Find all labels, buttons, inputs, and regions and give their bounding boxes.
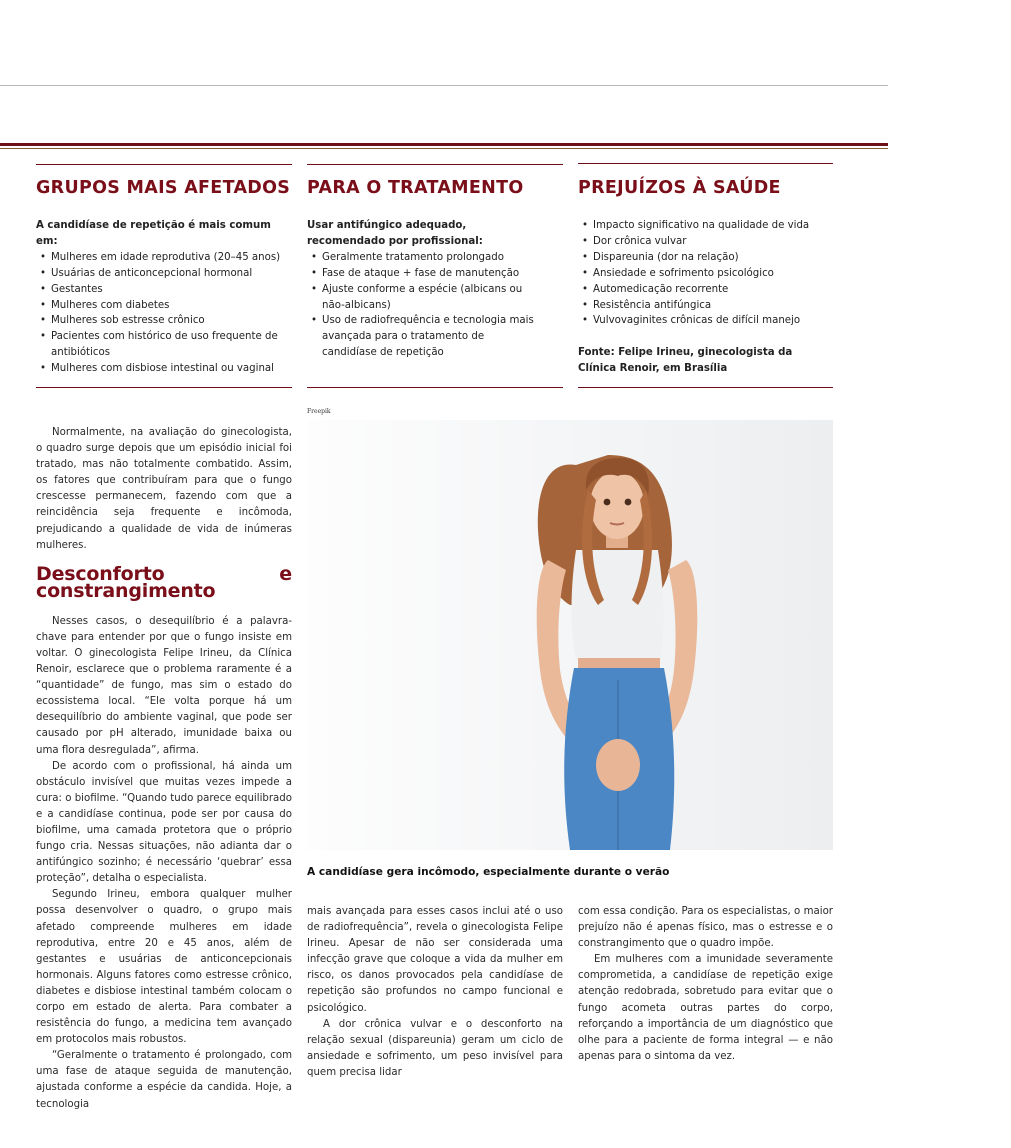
box2-top-rule <box>307 164 563 165</box>
section-thin-rule <box>0 148 888 149</box>
list-item: • Pacientes com histórico de uso frequente de antibióticos <box>36 329 292 361</box>
article-paragraph: A dor crônica vulvar e o desconforto na relação sexual (dispareunia) geram um ciclo de ansiedade e sofrimento, um peso invisível para quem precisa lidar <box>307 1018 563 1078</box>
box3-bottom-rule <box>578 387 833 388</box>
photo-credit: Freepik <box>307 408 331 415</box>
list-item: • Dispareunia (dor na relação) <box>578 250 833 266</box>
article-paragraph: Segundo Irineu, embora qualquer mulher possa desenvolver o quadro, o grupo mais afetado compreende mulheres em idade reprodutiva, entre 20 e 45 anos, além de gestantes e usuárias de anticoncepcionais hormonais. Alguns fatores como estresse crônico, diabetes e disbiose intestinal também colocam o corpo em estado de alerta. Para combater a resistência do fungo, a medicina tem avançado em protocolos mais robustos. <box>36 889 292 1046</box>
article-paragraph: “Geralmente o tratamento é prolongado, com uma fase de ataque seguida de manutenção, ajustada conforme a espécie da candida. Hoje, a tecnologia <box>36 1050 292 1110</box>
article-column-2 <box>307 904 563 1081</box>
article-paragraph: Normalmente, na avaliação do ginecologista, o quadro surge depois que um episódio inicial foi tratado, mas não totalmente combatido. Assim, os fatores que contribuíram para que o fungo crescesse permanecem, fazendo com que a reincidência seja frequente e incômoda, prejudicando a qualidade de vida de inúmeras mulheres. <box>36 427 292 551</box>
list-item: • Resistência antifúngica <box>578 298 833 314</box>
list-item: • Mulheres com diabetes <box>36 298 292 314</box>
bullet-list <box>36 250 292 377</box>
list-item: • Impacto significativo na qualidade de vida <box>578 218 833 234</box>
list-item: • Ajuste conforme a espécie (albicans ou não-albicans) <box>307 282 539 314</box>
box3-top-rule <box>578 163 833 164</box>
box-title-tratamento: PARA O TRATAMENTO <box>307 178 524 198</box>
bullet-list <box>307 250 539 361</box>
box1-top-rule <box>36 164 292 165</box>
list-item: • Mulheres sob estresse crônico <box>36 313 292 329</box>
box-title-grupos: GRUPOS MAIS AFETADOS <box>36 178 291 198</box>
article-paragraph: De acordo com o profissional, há ainda um obstáculo invisível que muitas vezes impede a cura: o biofilme. “Quando tudo parece equilibrado e a candidíase continua, pode ser por causa do biofilme, uma camada protetora que o próprio fungo cria. Nessas situações, não adianta dar o antifúngico sozinho; é necessário ‘quebrar’ essa proteção”, detalha o especialista. <box>36 760 292 885</box>
box-title-prejuizos: PREJUÍZOS À SAÚDE <box>578 178 781 198</box>
list-item: • Gestantes <box>36 282 292 298</box>
list-item: • Ansiedade e sofrimento psicológico <box>578 266 833 282</box>
article-paragraph: mais avançada para esses casos inclui até o uso de radiofrequência”, revela o ginecologista Felipe Irineu. Apesar de não ser considerada uma infecção grave que coloque a vida da mulher em risco, os danos provocados pela candidíase de repetição são profundos no campo funcional e psicológico. <box>307 906 563 1014</box>
box1-bottom-rule <box>36 387 292 388</box>
photo-caption: A candidíase gera incômodo, especialmente durante o verão <box>307 866 670 878</box>
article-subhead: Desconforto e constrangimento <box>36 562 292 602</box>
list-item: • Fase de ataque + fase de manutenção <box>307 266 539 282</box>
list-item: • Dor crônica vulvar <box>578 234 833 250</box>
box2-bottom-rule <box>307 387 563 388</box>
article-column-3 <box>578 904 833 1065</box>
box-prejuizos <box>578 218 833 377</box>
list-item: • Usuárias de anticoncepcional hormonal <box>36 266 292 282</box>
top-divider <box>0 85 888 86</box>
bullet-list <box>578 218 833 329</box>
list-item: • Uso de radiofrequência e tecnologia mais avançada para o tratamento de candidíase de repetição <box>307 313 539 361</box>
article-paragraph: Nesses casos, o desequilíbrio é a palavra-chave para entender por que o fungo insiste em voltar. O ginecologista Felipe Irineu, da Clínica Renoir, esclarece que o problema raramente é a “quantidade” de fungo, mas sim o estado do ecossistema local. “Ele volta porque há um desequilíbrio do ambiente vaginal, que pode ser causado por pH alterado, imunidade baixa ou uma flora desregulada”, afirma. <box>36 615 292 756</box>
article-paragraph: Em mulheres com a imunidade severamente comprometida, a candidíase de repetição exige atenção redobrada, sobretudo para evitar que o fungo acometa outras partes do corpo, reforçando a importância de um diagnóstico que olhe para a paciente de forma integral — e não apenas para o sintoma da vez. <box>578 954 833 1062</box>
list-item: • Automedicação recorrente <box>578 282 833 298</box>
box-grupos <box>36 218 292 377</box>
box-source: Fonte: Felipe Irineu, ginecologista da Clínica Renoir, em Brasília <box>578 347 793 375</box>
list-item: • Mulheres com disbiose intestinal ou vaginal <box>36 361 292 377</box>
article-column-1 <box>36 425 292 1113</box>
article-paragraph: com essa condição. Para os especialistas, o maior prejuízo não é apenas físico, mas o estresse e o constrangimento que o quadro impõe. <box>578 906 833 950</box>
list-item: • Vulvovaginites crônicas de difícil manejo <box>578 313 833 329</box>
box-tratamento <box>307 218 539 361</box>
woman-photo-illustration <box>308 420 833 850</box>
list-item: • Mulheres em idade reprodutiva (20–45 anos) <box>36 250 292 266</box>
box-lead: A candidíase de repetição é mais comum em: <box>36 220 271 247</box>
list-item: • Geralmente tratamento prolongado <box>307 250 539 266</box>
box-lead: Usar antifúngico adequado, recomendado por profissional: <box>307 220 483 247</box>
section-red-rule <box>0 143 888 146</box>
article-photo <box>308 420 833 850</box>
